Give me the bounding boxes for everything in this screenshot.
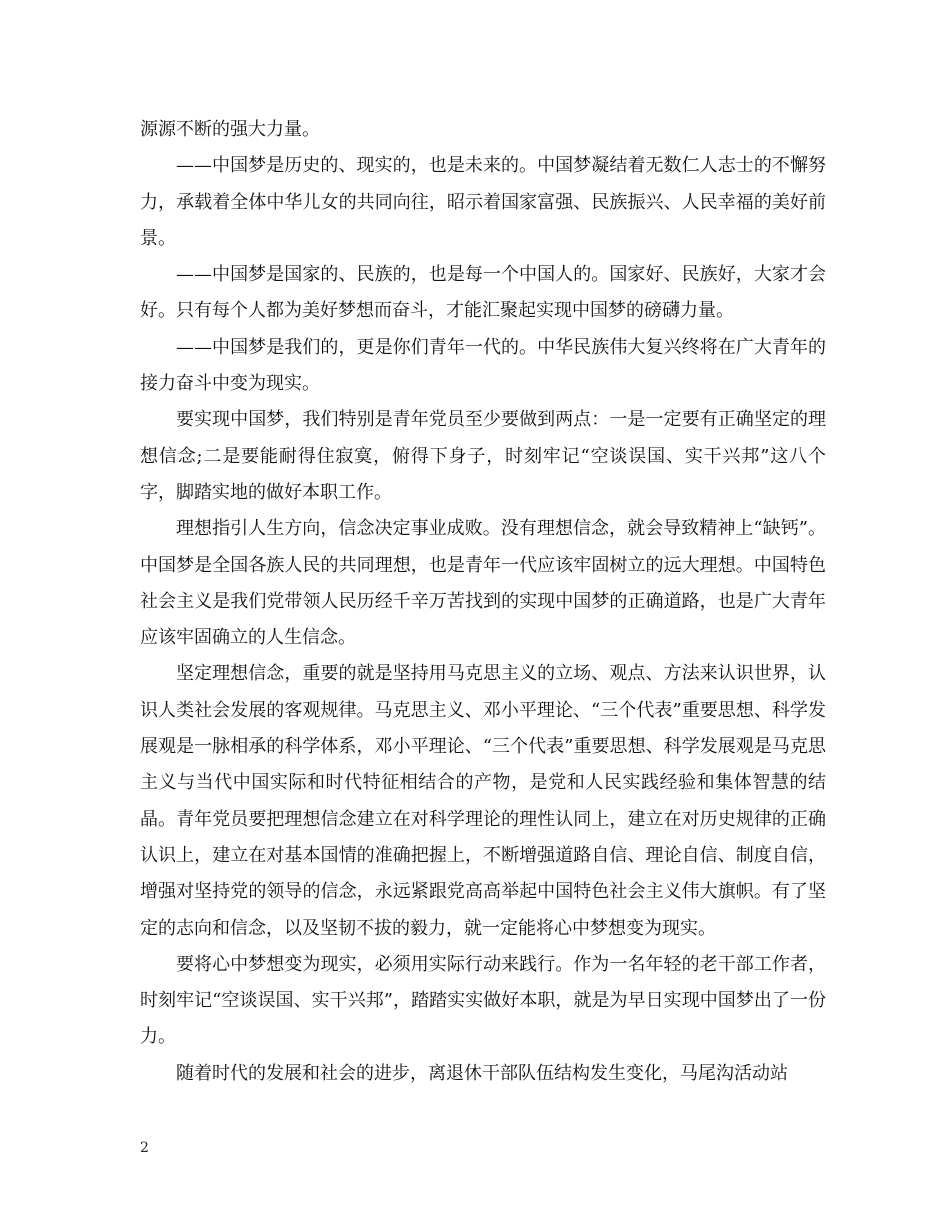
page-number: 2 <box>140 1140 149 1156</box>
paragraph-two-points: 要实现中国梦，我们特别是青年党员至少要做到两点：一是一定要有正确坚定的理想信念;二是要能耐得住寂寞，俯得下身子，时刻牢记“空谈误国、实干兴邦”这八个字，脚踏实地的做好本职工作。 <box>140 409 826 503</box>
paragraph-action: 要将心中梦想变为现实，必须用实际行动来践行。作为一名年轻的老干部工作者，时刻牢记“空谈误国、实干兴邦”，踏踏实实做好本职，就是为早日实现中国梦出了一份力。 <box>140 953 826 1048</box>
document-body <box>140 112 826 1092</box>
paragraph-continuation: 源源不断的强大力量。 <box>140 119 320 140</box>
paragraph-development: 随着时代的发展和社会的进步，离退休干部队伍结构发生变化，马尾沟活动站 <box>176 1062 788 1084</box>
paragraph-firm-belief: 坚定理想信念，重要的就是坚持用马克思主义的立场、观点、方法来认识世界，认识人类社会发展的客观规律。马克思主义、邓小平理论、“三个代表”重要思想、科学发展观是一脉相承的科学体系，邓小平理论、“三个代表”重要思想、科学发展观是马克思主义与当代中国实际和时代特征相结合的产物，是党和人民实践经验和集体智慧的结晶。青年党员要把理想信念建立在对科学理论的理性认同上，建立在对历史规律的正确认识上，建立在对基本国情的准确把握上，不断增强道路自信、理论自信、制度自信，增强对坚持党的领导的信念，永远紧跟党高高举起中国特色社会主义伟大旗帜。有了坚定的志向和信念，以及坚韧不拔的毅力，就一定能将心中梦想变为现实。 <box>140 663 826 939</box>
paragraph-dream-youth: ——中国梦是我们的，更是你们青年一代的。中华民族伟大复兴终将在广大青年的接力奋斗中变为现实。 <box>140 336 826 395</box>
paragraph-dream-history: ——中国梦是历史的、现实的，也是未来的。中国梦凝结着无数仁人志士的不懈努力，承载着全体中华儿女的共同向往，昭示着国家富强、民族振兴、人民幸福的美好前景。 <box>140 155 826 249</box>
paragraph-ideals: 理想指引人生方向，信念决定事业成败。没有理想信念，就会导致精神上“缺钙”。中国梦是全国各族人民的共同理想，也是青年一代应该牢固树立的远大理想。中国特色社会主义是我们党带领人民历经千辛万苦找到的实现中国梦的正确道路，也是广大青年应该牢固确立的人生信念。 <box>140 518 826 649</box>
paragraph-dream-nation: ——中国梦是国家的、民族的，也是每一个中国人的。国家好、民族好，大家才会好。只有每个人都为美好梦想而奋斗，才能汇聚起实现中国梦的磅礴力量。 <box>140 264 826 322</box>
